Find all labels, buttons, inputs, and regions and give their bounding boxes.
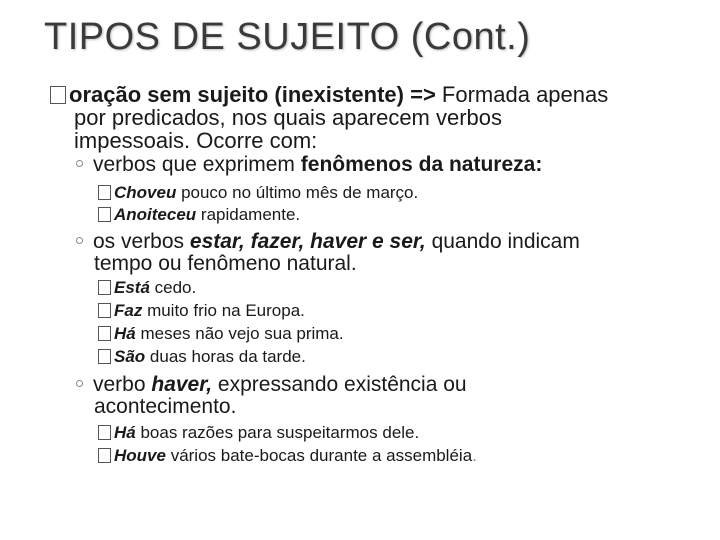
bullet-3 [76,374,467,396]
bullet-3-bold: haver, [151,373,213,396]
example-verb: Choveu [114,183,177,202]
example-text: rapidamente. [196,205,301,224]
bullet-3-line-2: acontecimento. [94,395,237,418]
intro-bold: oração sem sujeito (inexistente) => [69,82,436,107]
bullet-1-prefix: verbos que exprimem [93,153,301,176]
intro-line-3: impessoais. Ocorre com: [74,128,318,153]
example-verb: Há [114,423,136,442]
example-2-3 [98,323,344,344]
bullet-2-line-2: tempo ou fenômeno natural. [94,252,357,275]
bullet-2-suffix: quando indicam [425,230,580,253]
example-2-4 [98,346,306,367]
square-glyph-icon [98,207,111,222]
example-2-1 [98,277,196,298]
example-3-1 [98,422,419,443]
intro-line-1 [50,84,608,106]
bullet-3-suffix: expressando existência ou [212,373,467,396]
example-3-2 [98,445,477,466]
example-text: pouco no último mês de março. [176,183,419,202]
square-glyph-icon [98,326,111,341]
bullet-1 [76,154,542,176]
bullet-2 [76,231,580,253]
slide-title: TIPOS DE SUJEITO (Cont.) [44,16,531,58]
example-verb: Está [114,278,150,297]
square-glyph-icon [98,448,111,463]
example-1-2 [98,204,300,225]
bullet-3-prefix: verbo [93,373,152,396]
intro-rest: Formada apenas [435,82,609,107]
bullet-2-bold: estar, fazer, haver e ser, [189,230,426,253]
square-glyph-icon [98,425,111,440]
example-2-2 [98,300,305,321]
example-verb: Anoiteceu [114,205,197,224]
example-text: vários bate-bocas durante a assembléia [165,446,473,465]
example-verb: Houve [114,446,166,465]
example-1-1 [98,182,418,203]
square-bullet-glyph-icon [50,86,66,104]
example-verb: Há [114,324,136,343]
hollow-circle-bullet-icon [76,237,83,244]
example-verb: São [114,347,146,366]
square-glyph-icon [98,280,111,295]
example-tail: . [472,446,477,465]
square-glyph-icon [98,349,111,364]
square-glyph-icon [98,303,111,318]
example-text: muito frio na Europa. [142,301,305,320]
bullet-1-bold: fenômenos da natureza: [300,153,543,176]
example-text: duas horas da tarde. [145,347,306,366]
example-text: cedo. [149,278,197,297]
hollow-circle-bullet-icon [76,380,83,387]
square-glyph-icon [98,185,111,200]
intro-line-2: por predicados, nos quais aparecem verbos [74,105,503,130]
bullet-2-prefix: os verbos [93,230,190,253]
example-text: meses não vejo sua prima. [135,324,344,343]
example-verb: Faz [114,301,143,320]
hollow-circle-bullet-icon [76,160,83,167]
example-text: boas razões para suspeitarmos dele. [135,423,420,442]
